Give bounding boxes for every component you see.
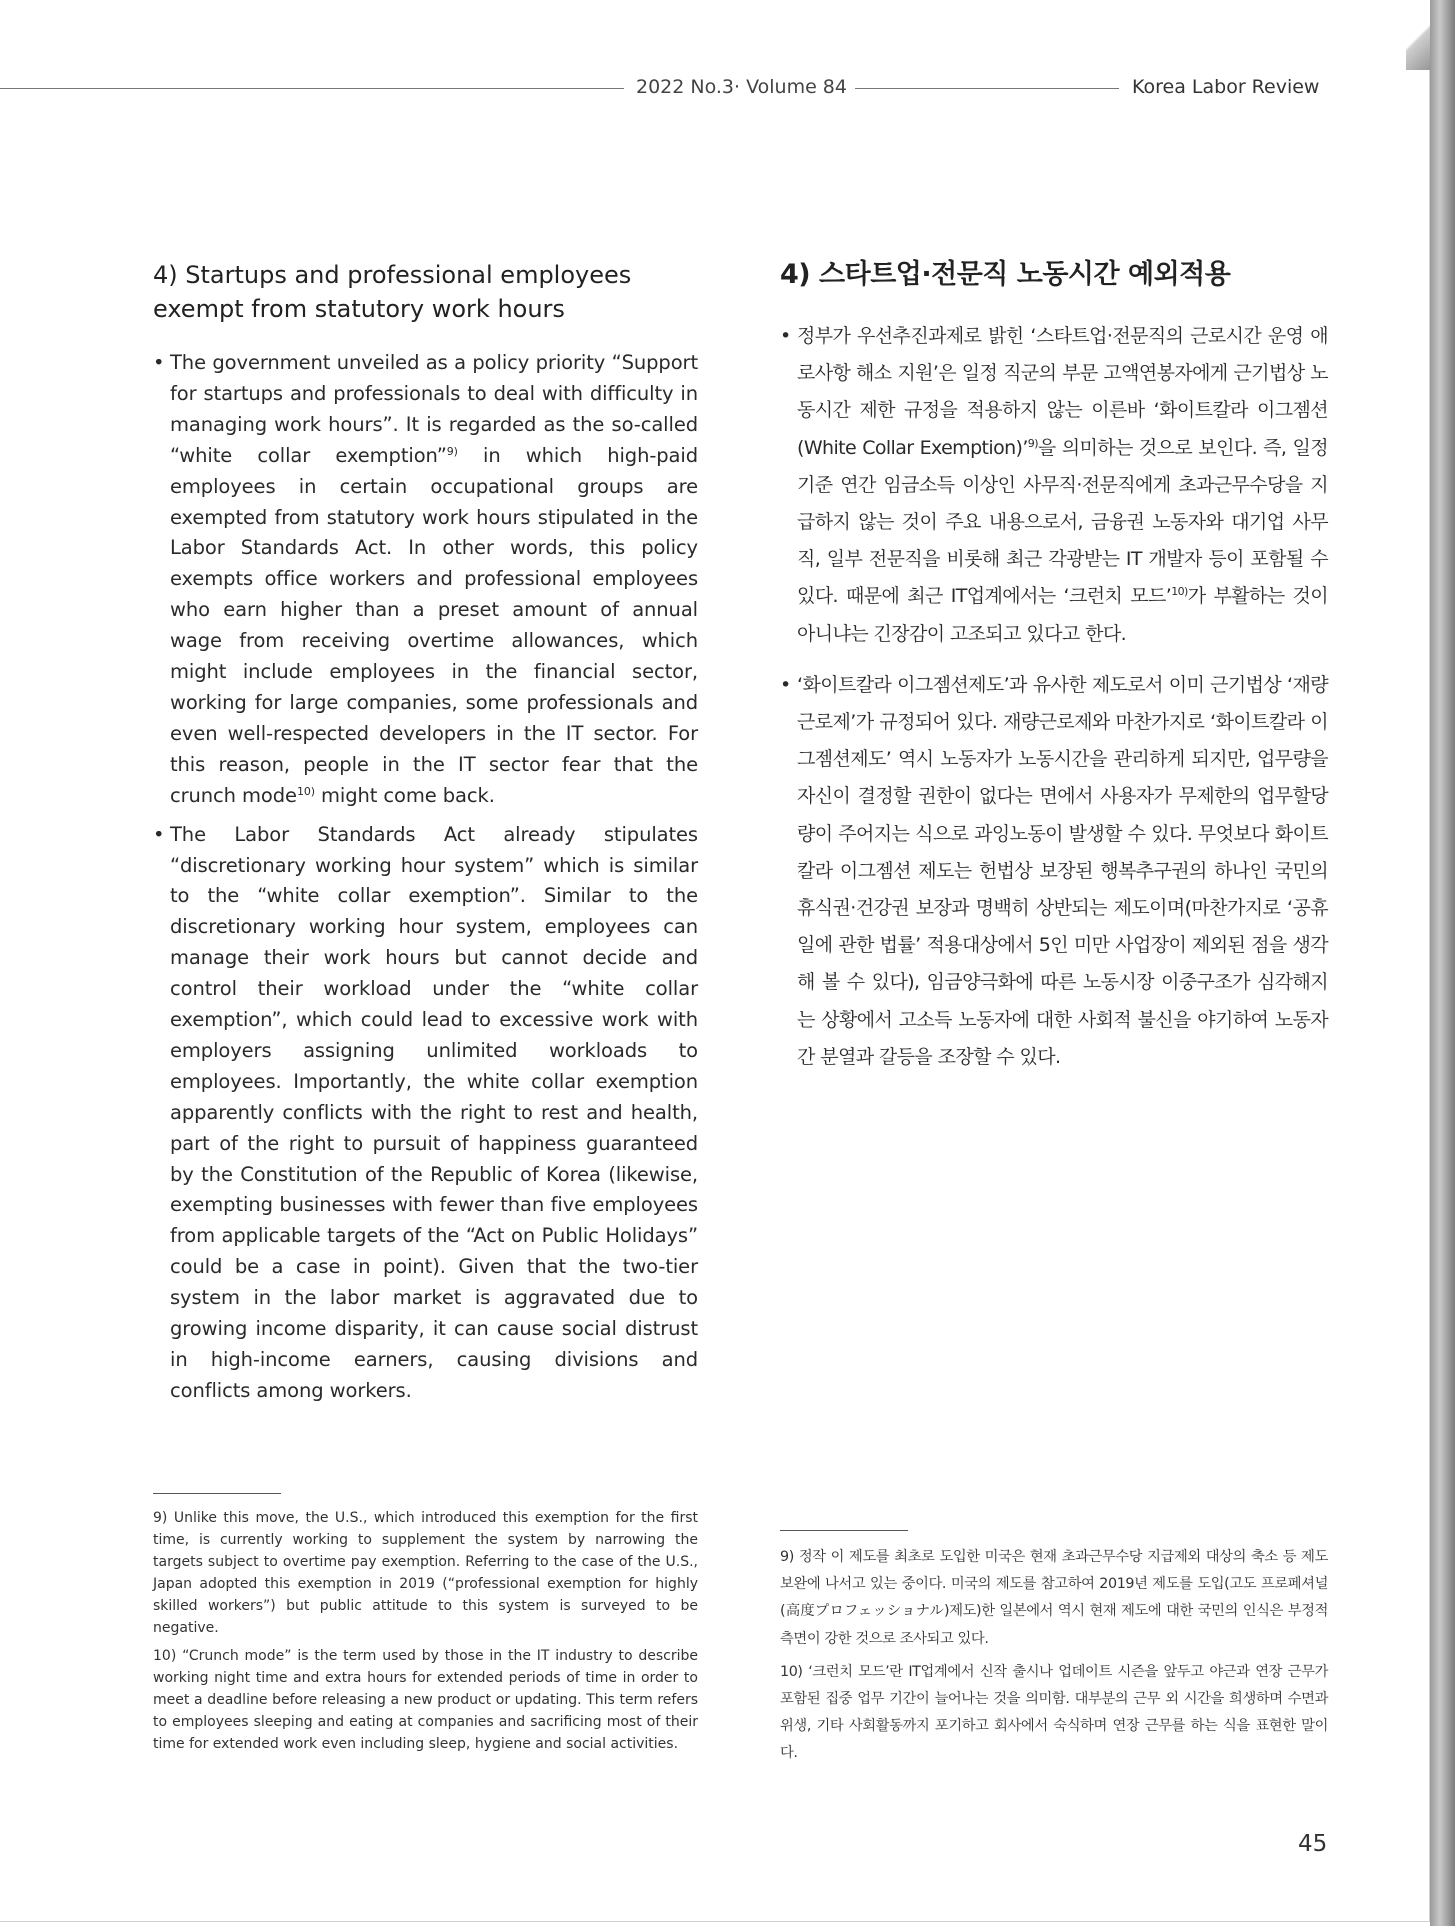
footnote-rule-en	[153, 1493, 281, 1494]
korean-section-title: 4) 스타트업·전문직 노동시간 예외적용	[780, 259, 1231, 290]
korean-footnote-9: 9) 정작 이 제도를 최초로 도입한 미국은 현재 초과근무수당 지급제외 대상의 축소 등 제도보완에 나서고 있는 중이다. 미국의 제도를 참고하여 2019년 제도를 도입(고도 프로페셔널(高度プロフェッショナル)제도)한 일본에서 역시 현재 제도에 대한 국민의 인식은 부정적 측면이 강한 것으로 조사되고 있다.	[780, 1549, 1328, 1647]
page-number: 45	[1298, 1831, 1328, 1857]
english-body	[153, 348, 698, 1407]
issue-label: 2022 No.3· Volume 84	[636, 76, 847, 98]
korean-column	[780, 258, 1328, 1090]
bullet-icon: •	[153, 822, 165, 846]
english-footnote-10: 10) “Crunch mode” is the term used by those in the IT industry to describe working night time and extra hours for extended periods of time in order to meet a deadline before releasing a new product or updating. This term refers to employees sleeping and eating at companies and sacrificing most of their time for extended work even including sleep, hygiene and social activities.	[153, 1648, 698, 1752]
korean-paragraph-1: • 정부가 우선추진과제로 밝힌 ‘스타트업·전문직의 근로시간 운영 애로사항 해소 지원’은 일정 직군의 부문 고액연봉자에게 근기법상 노동시간 제한 규정을 적용하지 않는 이른바 ‘화이트칼라 이그젬션(White Collar Exemption)’$^{9)}$을 의미하는 것으로 보인다. 즉, 일정 기준 연간 임금소득 이상인 사무직·전문직에게 초과근무수당을 지급하지 않는 것이 주요 내용으로서, 금융권 노동자와 대기업 사무직, 일부 전문직을 비롯해 최근 각광받는 IT 개발자 등이 포함될 수 있다. 때문에 최근 IT업계에서는 ‘크런치 모드’$^{10)}$가 부활하는 것이 아니냐는 긴장감이 고조되고 있다고 한다.	[780, 318, 1328, 653]
korean-footnote-10: 10) ‘크런치 모드’란 IT업계에서 신작 출시나 업데이트 시즌을 앞두고 야근과 연장 근무가 포함된 집중 업무 기간이 늘어나는 것을 의미함. 대부분의 근무 외 시간을 희생하며 수면과 위생, 기타 사회활동까지 포기하고 회사에서 숙식하며 연장 근무를 하는 식을 표현한 말이다.	[780, 1663, 1328, 1762]
header-rule-left	[0, 88, 624, 89]
korean-body	[780, 318, 1328, 1076]
footnote-ref-10[interactable]: 10)	[296, 784, 315, 798]
footnote-ref-10[interactable]: 10)	[1171, 585, 1188, 599]
footnote-ref-9[interactable]: 9)	[1027, 436, 1038, 450]
bullet-icon: •	[780, 325, 791, 347]
english-column	[153, 258, 698, 1415]
english-paragraph-1: • The government unveiled as a policy priority “Support for startups and professionals to deal with difficulty in managing work hours”. It is regarded as the so-called “white collar exemption”$^{9)}$ in which high-paid employees in certain occupational groups are exempted from statutory work hours stipulated in the Labor Standards Act. In other words, this policy exempts office workers and professional employees who earn higher than a preset amount of annual wage from receiving overtime allowances, which might include employees in the financial sector, working for large companies, some professionals and even well-respected developers in the IT sector. For this reason, people in the IT sector fear that the crunch mode$^{10)}$ might come back.	[153, 348, 698, 812]
english-paragraph-2: • The Labor Standards Act already stipulates “discretionary working hour system” which is similar to the “white collar exemption”. Similar to the discretionary working hour system, employees can manage their work hours but cannot decide and control their workload under the “white collar exemption”, which could lead to excessive work with employers assigning unlimited workloads to employees. Importantly, the white collar exemption apparently conflicts with the right to rest and health, part of the right to pursuit of happiness guaranteed by the Constitution of the Republic of Korea (likewise, exempting businesses with fewer than five employees from applicable targets of the “Act on Public Holidays” could be a case in point). Given that the two-tier system in the labor market is aggravated due to growing income disparity, it can cause social distrust in high-income earners, causing divisions and conflicts among workers.	[153, 820, 698, 1407]
english-footnotes	[153, 1507, 698, 1761]
english-footnote-9: 9) Unlike this move, the U.S., which introduced this exemption for the first time, is currently working to supplement the system by narrowing the targets subject to overtime pay exemption. Referring to the case of the U.S., Japan adopted this exemption in 2019 (“professional exemption for highly skilled workers”) but public attitude to this system is surveyed to be negative.	[153, 1510, 698, 1636]
bullet-icon: •	[153, 351, 165, 374]
footnote-rule-ko	[780, 1530, 908, 1531]
running-header	[0, 76, 1330, 104]
header-rule-right	[855, 88, 1119, 89]
journal-name: Korea Labor Review	[1132, 76, 1320, 98]
korean-footnotes	[780, 1544, 1328, 1774]
bullet-icon: •	[780, 673, 791, 696]
footnote-ref-9[interactable]: 9)	[446, 444, 458, 458]
english-section-title: 4) Startups and professional employees exempt from statutory work hours	[153, 261, 632, 323]
page-edge-shadow	[1430, 0, 1455, 1926]
korean-paragraph-2: • ‘화이트칼라 이그젬션제도’과 유사한 제도로서 이미 근기법상 ‘재량근로제’가 규정되어 있다. 재량근로제와 마찬가지로 ‘화이트칼라 이그젬션제도’ 역시 노동자가 노동시간을 관리하게 되지만, 업무량을 자신이 결정할 권한이 없다는 면에서 사용자가 무제한의 업무할당량이 주어지는 식으로 과잉노동이 발생할 수 있다. 무엇보다 화이트칼라 이그젬션 제도는 헌법상 보장된 행복추구권의 하나인 국민의 휴식권·건강권 보장과 명백히 상반되는 제도이며(마찬가지로 ‘공휴일에 관한 법률’ 적용대상에서 5인 미만 사업장이 제외된 점을 생각해 볼 수 있다), 임금양극화에 따른 노동시장 이중구조가 심각해지는 상황에서 고소득 노동자에 대한 사회적 불신을 야기하여 노동자간 분열과 갈등을 조장할 수 있다.	[780, 667, 1328, 1076]
